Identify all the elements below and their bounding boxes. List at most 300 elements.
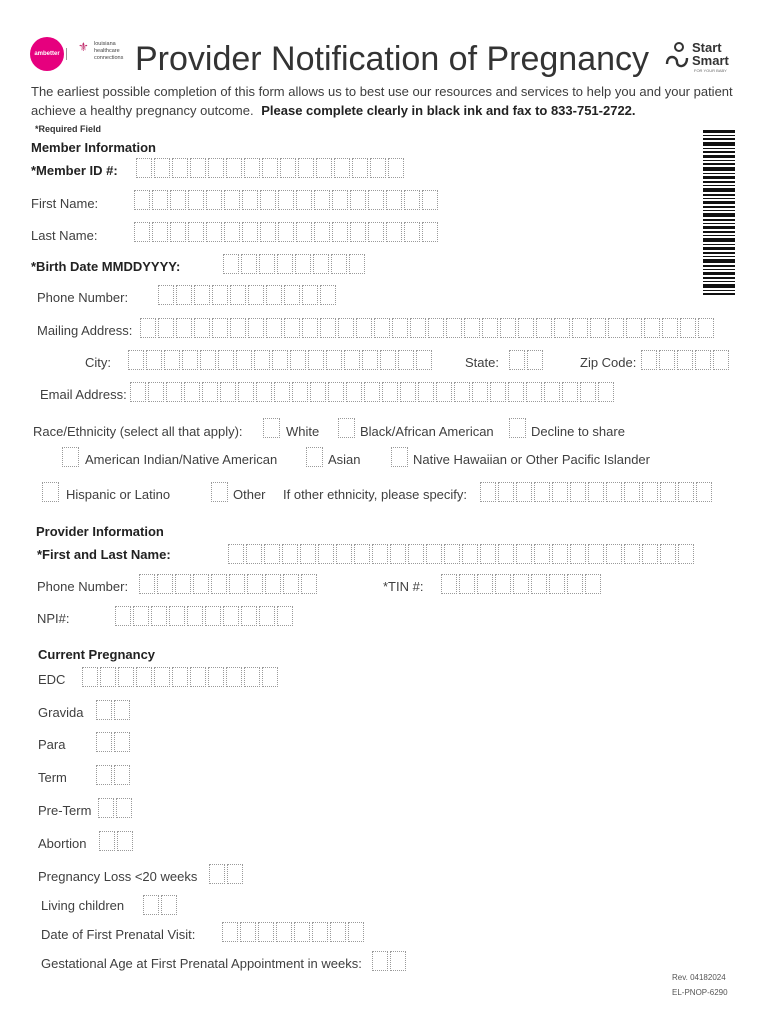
char-box[interactable]: [209, 864, 225, 884]
char-box[interactable]: [134, 222, 150, 242]
char-box[interactable]: [508, 382, 524, 402]
char-box[interactable]: [310, 382, 326, 402]
char-box[interactable]: [212, 318, 228, 338]
char-box[interactable]: [248, 318, 264, 338]
char-box[interactable]: [398, 350, 414, 370]
char-box[interactable]: [404, 222, 420, 242]
char-box[interactable]: [154, 158, 170, 178]
char-box[interactable]: [200, 350, 216, 370]
char-box[interactable]: [278, 222, 294, 242]
char-box[interactable]: [500, 318, 516, 338]
char-box[interactable]: [169, 606, 185, 626]
char-box[interactable]: [380, 350, 396, 370]
char-box[interactable]: [247, 574, 263, 594]
char-box[interactable]: [172, 667, 188, 687]
page-title: Provider Notification of Pregnancy: [135, 40, 650, 78]
char-box[interactable]: [194, 285, 210, 305]
char-box[interactable]: [368, 222, 384, 242]
char-box[interactable]: [418, 382, 434, 402]
char-box[interactable]: [477, 574, 493, 594]
char-box[interactable]: [338, 318, 354, 338]
char-box[interactable]: [236, 350, 252, 370]
char-box[interactable]: [152, 222, 168, 242]
char-box[interactable]: [352, 158, 368, 178]
char-box[interactable]: [334, 158, 350, 178]
char-box[interactable]: [230, 285, 246, 305]
member-info-heading: Member Information: [31, 140, 156, 155]
char-box[interactable]: [549, 574, 565, 594]
race-ethnicity-label: Race/Ethnicity (select all that apply):: [33, 424, 243, 439]
preterm-field[interactable]: [98, 798, 134, 818]
char-box[interactable]: [211, 574, 227, 594]
char-box[interactable]: [118, 667, 134, 687]
checkbox-hispanic[interactable]: [42, 482, 59, 502]
state-label: State:: [465, 355, 499, 370]
mailing-address-field[interactable]: [140, 318, 716, 338]
char-box[interactable]: [642, 544, 658, 564]
char-box[interactable]: [606, 482, 622, 502]
char-box[interactable]: [298, 158, 314, 178]
other-ethnicity-field[interactable]: [480, 482, 714, 502]
char-box[interactable]: [678, 544, 694, 564]
last-name-field[interactable]: [134, 222, 440, 242]
checkbox-other[interactable]: [211, 482, 228, 502]
char-box[interactable]: [567, 574, 583, 594]
char-box[interactable]: [128, 350, 144, 370]
provider-name-label: *First and Last Name:: [37, 547, 171, 562]
char-box[interactable]: [624, 544, 640, 564]
char-box[interactable]: [241, 254, 257, 274]
checkbox-decline[interactable]: [509, 418, 526, 438]
char-box[interactable]: [284, 285, 300, 305]
char-box[interactable]: [312, 922, 328, 942]
char-box[interactable]: [222, 922, 238, 942]
char-box[interactable]: [152, 190, 168, 210]
char-box[interactable]: [224, 190, 240, 210]
char-box[interactable]: [498, 482, 514, 502]
char-box[interactable]: [308, 350, 324, 370]
char-box[interactable]: [480, 544, 496, 564]
char-box[interactable]: [346, 382, 362, 402]
checkbox-american-indian[interactable]: [62, 447, 79, 467]
char-box[interactable]: [182, 350, 198, 370]
char-box[interactable]: [266, 285, 282, 305]
char-box[interactable]: [82, 667, 98, 687]
char-box[interactable]: [368, 190, 384, 210]
char-box[interactable]: [242, 190, 258, 210]
gestational-age-field[interactable]: [372, 951, 408, 971]
email-field[interactable]: [130, 382, 616, 402]
char-box[interactable]: [531, 574, 547, 594]
char-box[interactable]: [136, 667, 152, 687]
char-box[interactable]: [677, 350, 693, 370]
checkbox-asian[interactable]: [306, 447, 323, 467]
char-box[interactable]: [495, 574, 511, 594]
char-box[interactable]: [331, 254, 347, 274]
char-box[interactable]: [220, 382, 236, 402]
char-box[interactable]: [280, 158, 296, 178]
char-box[interactable]: [332, 222, 348, 242]
char-box[interactable]: [115, 606, 131, 626]
char-box[interactable]: [459, 574, 475, 594]
char-box[interactable]: [536, 318, 552, 338]
char-box[interactable]: [695, 350, 711, 370]
zip-code-field[interactable]: [641, 350, 731, 370]
char-box[interactable]: [175, 574, 191, 594]
char-box[interactable]: [117, 831, 133, 851]
char-box[interactable]: [516, 482, 532, 502]
char-box[interactable]: [241, 606, 257, 626]
char-box[interactable]: [282, 544, 298, 564]
char-box[interactable]: [114, 732, 130, 752]
char-box[interactable]: [585, 574, 601, 594]
char-box[interactable]: [294, 922, 310, 942]
provider-name-field[interactable]: [228, 544, 696, 564]
char-box[interactable]: [344, 350, 360, 370]
char-box[interactable]: [680, 318, 696, 338]
char-box[interactable]: [606, 544, 622, 564]
char-box[interactable]: [316, 158, 332, 178]
char-box[interactable]: [588, 544, 604, 564]
char-box[interactable]: [202, 382, 218, 402]
char-box[interactable]: [238, 382, 254, 402]
char-box[interactable]: [161, 895, 177, 915]
state-field[interactable]: [509, 350, 545, 370]
char-box[interactable]: [99, 831, 115, 851]
birth-date-field[interactable]: [223, 254, 367, 274]
char-box[interactable]: [276, 922, 292, 942]
char-box[interactable]: [218, 350, 234, 370]
char-box[interactable]: [314, 222, 330, 242]
char-box[interactable]: [386, 222, 402, 242]
char-box[interactable]: [139, 574, 155, 594]
char-box[interactable]: [259, 606, 275, 626]
char-box[interactable]: [534, 482, 550, 502]
char-box[interactable]: [386, 190, 402, 210]
char-box[interactable]: [302, 285, 318, 305]
char-box[interactable]: [534, 544, 550, 564]
char-box[interactable]: [212, 285, 228, 305]
char-box[interactable]: [130, 382, 146, 402]
char-box[interactable]: [698, 318, 714, 338]
char-box[interactable]: [660, 482, 676, 502]
char-box[interactable]: [277, 254, 293, 274]
char-box[interactable]: [552, 482, 568, 502]
char-box[interactable]: [364, 382, 380, 402]
char-box[interactable]: [326, 350, 342, 370]
char-box[interactable]: [382, 382, 398, 402]
para-label: Para: [38, 737, 66, 752]
char-box[interactable]: [472, 382, 488, 402]
char-box[interactable]: [696, 482, 712, 502]
char-box[interactable]: [158, 285, 174, 305]
char-box[interactable]: [662, 318, 678, 338]
char-box[interactable]: [410, 318, 426, 338]
char-box[interactable]: [454, 382, 470, 402]
char-box[interactable]: [301, 574, 317, 594]
char-box[interactable]: [313, 254, 329, 274]
char-box[interactable]: [372, 951, 388, 971]
checkbox-native-hawaiian[interactable]: [391, 447, 408, 467]
char-box[interactable]: [354, 544, 370, 564]
char-box[interactable]: [228, 544, 244, 564]
char-box[interactable]: [176, 285, 192, 305]
char-box[interactable]: [277, 606, 293, 626]
char-box[interactable]: [554, 318, 570, 338]
char-box[interactable]: [248, 285, 264, 305]
char-box[interactable]: [390, 544, 406, 564]
char-box[interactable]: [544, 382, 560, 402]
checkbox-white[interactable]: [263, 418, 280, 438]
char-box[interactable]: [151, 606, 167, 626]
pregnancy-loss-field[interactable]: [209, 864, 245, 884]
char-box[interactable]: [226, 667, 242, 687]
char-box[interactable]: [114, 700, 130, 720]
char-box[interactable]: [194, 318, 210, 338]
char-box[interactable]: [242, 222, 258, 242]
char-box[interactable]: [480, 482, 496, 502]
member-id-label: *Member ID #:: [31, 163, 118, 178]
char-box[interactable]: [278, 190, 294, 210]
char-box[interactable]: [446, 318, 462, 338]
char-box[interactable]: [116, 798, 132, 818]
char-box[interactable]: [713, 350, 729, 370]
char-box[interactable]: [188, 222, 204, 242]
member-phone-field[interactable]: [158, 285, 338, 305]
abortion-field[interactable]: [99, 831, 135, 851]
char-box[interactable]: [678, 482, 694, 502]
char-box[interactable]: [562, 382, 578, 402]
char-box[interactable]: [552, 544, 568, 564]
char-box[interactable]: [229, 574, 245, 594]
char-box[interactable]: [208, 667, 224, 687]
char-box[interactable]: [388, 158, 404, 178]
char-box[interactable]: [348, 922, 364, 942]
char-box[interactable]: [328, 382, 344, 402]
char-box[interactable]: [258, 922, 274, 942]
tin-field[interactable]: [441, 574, 603, 594]
char-box[interactable]: [254, 350, 270, 370]
char-box[interactable]: [356, 318, 372, 338]
char-box[interactable]: [370, 158, 386, 178]
first-prenatal-visit-field[interactable]: [222, 922, 366, 942]
char-box[interactable]: [295, 254, 311, 274]
char-box[interactable]: [190, 667, 206, 687]
char-box[interactable]: [314, 190, 330, 210]
char-box[interactable]: [262, 667, 278, 687]
char-box[interactable]: [158, 318, 174, 338]
char-box[interactable]: [164, 350, 180, 370]
npi-field[interactable]: [115, 606, 295, 626]
char-box[interactable]: [526, 382, 542, 402]
char-box[interactable]: [300, 544, 316, 564]
char-box[interactable]: [330, 922, 346, 942]
char-box[interactable]: [136, 158, 152, 178]
gravida-label: Gravida: [38, 705, 84, 720]
char-box[interactable]: [624, 482, 640, 502]
char-box[interactable]: [362, 350, 378, 370]
char-box[interactable]: [262, 158, 278, 178]
char-box[interactable]: [404, 190, 420, 210]
char-box[interactable]: [462, 544, 478, 564]
char-box[interactable]: [296, 222, 312, 242]
char-box[interactable]: [509, 350, 525, 370]
char-box[interactable]: [230, 318, 246, 338]
char-box[interactable]: [482, 318, 498, 338]
char-box[interactable]: [422, 190, 438, 210]
char-box[interactable]: [206, 222, 222, 242]
char-box[interactable]: [296, 190, 312, 210]
char-box[interactable]: [227, 864, 243, 884]
char-box[interactable]: [390, 951, 406, 971]
char-box[interactable]: [284, 318, 300, 338]
char-box[interactable]: [143, 895, 159, 915]
char-box[interactable]: [302, 318, 318, 338]
char-box[interactable]: [264, 544, 280, 564]
char-box[interactable]: [572, 318, 588, 338]
char-box[interactable]: [374, 318, 390, 338]
char-box[interactable]: [266, 318, 282, 338]
char-box[interactable]: [490, 382, 506, 402]
char-box[interactable]: [157, 574, 173, 594]
char-box[interactable]: [205, 606, 221, 626]
char-box[interactable]: [426, 544, 442, 564]
char-box[interactable]: [498, 544, 514, 564]
char-box[interactable]: [608, 318, 624, 338]
char-box[interactable]: [223, 606, 239, 626]
char-box[interactable]: [98, 798, 114, 818]
para-field[interactable]: [96, 732, 132, 752]
char-box[interactable]: [260, 222, 276, 242]
first-name-label: First Name:: [31, 196, 99, 211]
char-box[interactable]: [642, 482, 658, 502]
char-box[interactable]: [320, 318, 336, 338]
char-box[interactable]: [428, 318, 444, 338]
char-box[interactable]: [464, 318, 480, 338]
char-box[interactable]: [265, 574, 281, 594]
provider-phone-field[interactable]: [139, 574, 319, 594]
char-box[interactable]: [518, 318, 534, 338]
char-box[interactable]: [400, 382, 416, 402]
char-box[interactable]: [114, 765, 130, 785]
char-box[interactable]: [166, 382, 182, 402]
char-box[interactable]: [100, 667, 116, 687]
char-box[interactable]: [441, 574, 457, 594]
first-name-field[interactable]: [134, 190, 440, 210]
char-box[interactable]: [133, 606, 149, 626]
char-box[interactable]: [292, 382, 308, 402]
char-box[interactable]: [290, 350, 306, 370]
char-box[interactable]: [320, 285, 336, 305]
char-box[interactable]: [513, 574, 529, 594]
char-box[interactable]: [244, 158, 260, 178]
char-box[interactable]: [226, 158, 242, 178]
char-box[interactable]: [206, 190, 222, 210]
char-box[interactable]: [660, 544, 676, 564]
char-box[interactable]: [444, 544, 460, 564]
gravida-field[interactable]: [96, 700, 132, 720]
char-box[interactable]: [170, 190, 186, 210]
char-box[interactable]: [154, 667, 170, 687]
char-box[interactable]: [372, 544, 388, 564]
char-box[interactable]: [392, 318, 408, 338]
char-box[interactable]: [246, 544, 262, 564]
char-box[interactable]: [318, 544, 334, 564]
revision-number: Rev. 04182024: [672, 973, 726, 982]
char-box[interactable]: [244, 667, 260, 687]
char-box[interactable]: [274, 382, 290, 402]
char-box[interactable]: [188, 190, 204, 210]
char-box[interactable]: [193, 574, 209, 594]
char-box[interactable]: [332, 190, 348, 210]
char-box[interactable]: [140, 318, 156, 338]
char-box[interactable]: [436, 382, 452, 402]
char-box[interactable]: [172, 158, 188, 178]
char-box[interactable]: [223, 254, 239, 274]
member-id-field[interactable]: [136, 158, 406, 178]
char-box[interactable]: [170, 222, 186, 242]
char-box[interactable]: [96, 700, 112, 720]
char-box[interactable]: [283, 574, 299, 594]
char-box[interactable]: [224, 222, 240, 242]
char-box[interactable]: [350, 222, 366, 242]
char-box[interactable]: [570, 482, 586, 502]
char-box[interactable]: [590, 318, 606, 338]
char-box[interactable]: [626, 318, 642, 338]
char-box[interactable]: [96, 732, 112, 752]
char-box[interactable]: [184, 382, 200, 402]
term-field[interactable]: [96, 765, 132, 785]
char-box[interactable]: [580, 382, 596, 402]
char-box[interactable]: [256, 382, 272, 402]
char-box[interactable]: [570, 544, 586, 564]
char-box[interactable]: [148, 382, 164, 402]
city-field[interactable]: [128, 350, 434, 370]
char-box[interactable]: [240, 922, 256, 942]
birth-date-label: *Birth Date MMDDYYYY:: [31, 259, 181, 274]
char-box[interactable]: [259, 254, 275, 274]
char-box[interactable]: [422, 222, 438, 242]
char-box[interactable]: [659, 350, 675, 370]
other-ethnicity-label: If other ethnicity, please specify:: [283, 487, 468, 502]
char-box[interactable]: [336, 544, 352, 564]
char-box[interactable]: [190, 158, 206, 178]
char-box[interactable]: [96, 765, 112, 785]
char-box[interactable]: [588, 482, 604, 502]
npi-label: NPI#:: [37, 611, 70, 626]
char-box[interactable]: [260, 190, 276, 210]
char-box[interactable]: [516, 544, 532, 564]
char-box[interactable]: [408, 544, 424, 564]
checkbox-black-african-american[interactable]: [338, 418, 355, 438]
char-box[interactable]: [350, 190, 366, 210]
char-box[interactable]: [146, 350, 162, 370]
char-box[interactable]: [176, 318, 192, 338]
char-box[interactable]: [527, 350, 543, 370]
char-box[interactable]: [272, 350, 288, 370]
start-smart-icon: [664, 42, 690, 72]
char-box[interactable]: [134, 190, 150, 210]
char-box[interactable]: [208, 158, 224, 178]
living-children-field[interactable]: [143, 895, 179, 915]
edc-field[interactable]: [82, 667, 280, 687]
char-box[interactable]: [187, 606, 203, 626]
char-box[interactable]: [644, 318, 660, 338]
char-box[interactable]: [349, 254, 365, 274]
char-box[interactable]: [598, 382, 614, 402]
char-box[interactable]: [641, 350, 657, 370]
char-box[interactable]: [416, 350, 432, 370]
